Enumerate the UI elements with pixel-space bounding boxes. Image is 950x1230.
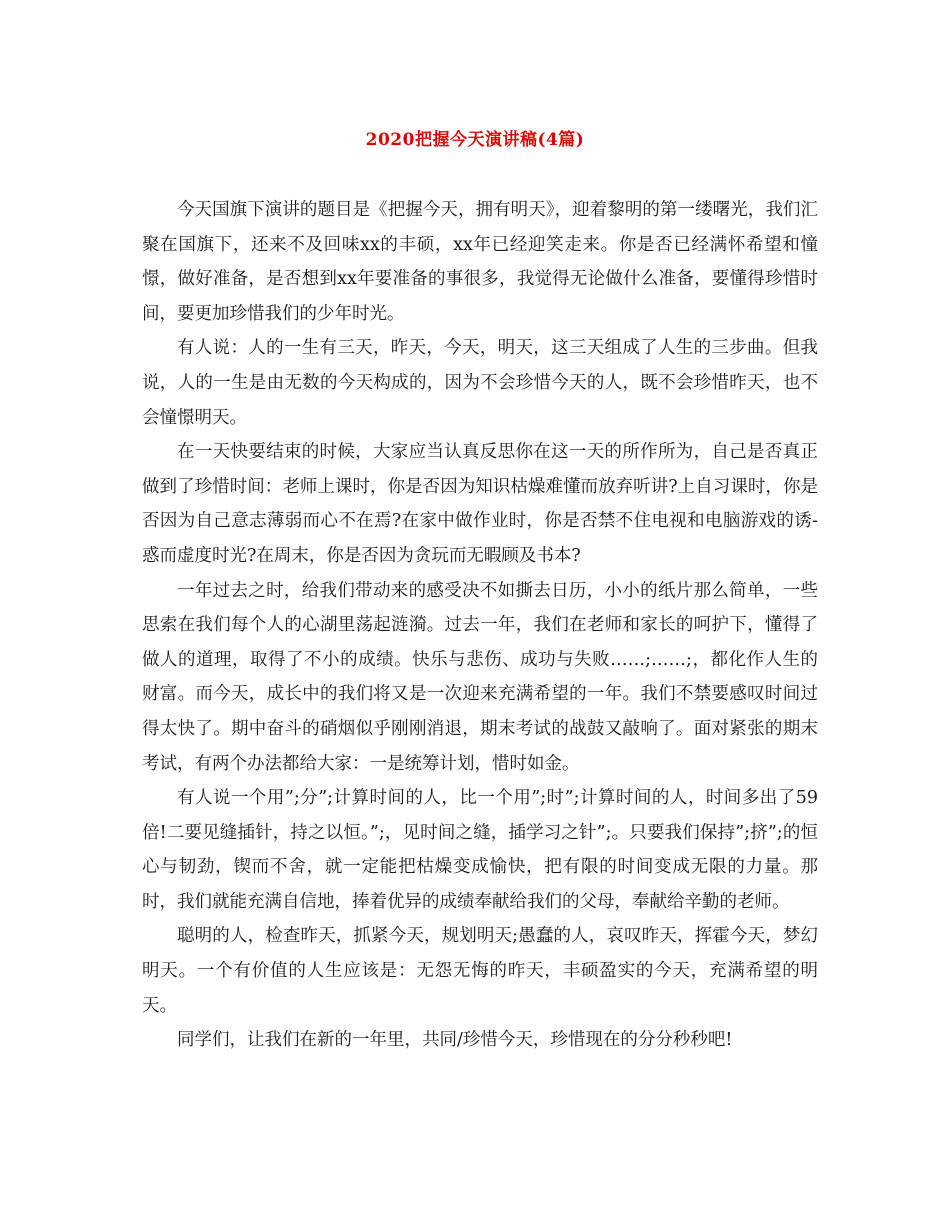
document-title: 2020把握今天演讲稿(4篇) — [365, 130, 585, 150]
paragraph: 今天国旗下演讲的题目是《把握今天，拥有明天》，迎着黎明的第一缕曙光，我们汇聚在国旗下，还来不及回味xx的丰硕，xx年已经迎笑走来。你是否已经满怀希望和憧憬，做好准备，是否想到xx年要准备的事很多，我觉得无论做什么准备，要懂得珍惜时间，要更加珍惜我们的少年时光。 — [142, 200, 818, 324]
paragraph: 同学们，让我们在新的一年里，共同/珍惜今天，珍惜现在的分分秒秒吧! — [177, 1030, 733, 1051]
paragraph: 有人说一个用”;分”;计算时间的人，比一个用”;时”;计算时间的人，时间多出了59倍!二要见缝插针，持之以恒。”;，见时间之缝，插学习之针”;。只要我们保持”;挤”;的恒心与韧劲，锲而不舍，就一定能把枯燥变成愉快，把有限的时间变成无限的力量。那时，我们就能充满自信地，捧着优异的成绩奉献给我们的父母，奉献给辛勤的老师。 — [142, 788, 818, 912]
document-body — [142, 193, 818, 1058]
paragraph: 有人说：人的一生有三天，昨天，今天，明天，这三天组成了人生的三步曲。但我说，人的一生是由无数的今天构成的，因为不会珍惜今天的人，既不会珍惜昨天，也不会憧憬明天。 — [142, 338, 818, 428]
paragraph: 一年过去之时，给我们带动来的感受决不如撕去日历，小小的纸片那么简单，一些思索在我们每个人的心湖里荡起涟漪。过去一年，我们在老师和家长的呵护下，懂得了做人的道理，取得了不小的成绩。快乐与悲伤、成功与失败……;……;，都化作人生的财富。而今天，成长中的我们将又是一次迎来充满希望的一年。我们不禁要感叹时间过得太快了。期中奋斗的硝烟似乎刚刚消退，期末考试的战鼓又敲响了。面对紧张的期末考试，有两个办法都给大家：一是统筹计划，惜时如金。 — [142, 580, 818, 774]
paragraph: 聪明的人，检查昨天，抓紧今天，规划明天;愚蠢的人，哀叹昨天，挥霍今天，梦幻明天。一个有价值的人生应该是：无怨无悔的昨天，丰硕盈实的今天，充满希望的明天。 — [142, 926, 818, 1016]
paragraph: 在一天快要结束的时候，大家应当认真反思你在这一天的所作所为，自己是否真正做到了珍惜时间：老师上课时，你是否因为知识枯燥难懂而放弃听讲?上自习课时，你是否因为自己意志薄弱而心不在焉?在家中做作业时，你是否禁不住电视和电脑游戏的诱-惑而虚度时光?在周末，你是否因为贪玩而无暇顾及书本? — [142, 442, 818, 566]
